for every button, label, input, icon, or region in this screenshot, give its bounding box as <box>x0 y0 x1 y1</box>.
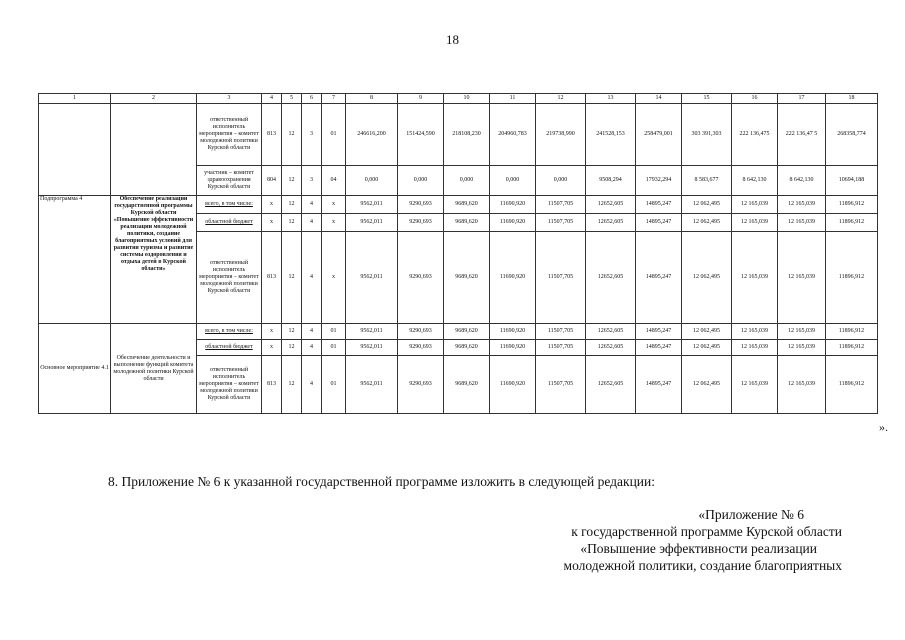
header-cell: 16 <box>732 94 778 104</box>
funding-source-cell: областной бюджет <box>197 214 262 232</box>
header-cell: 3 <box>197 94 262 104</box>
value-cell: 14895,247 <box>636 214 682 232</box>
value-cell: 11690,920 <box>490 232 536 324</box>
page-number: 18 <box>446 32 459 47</box>
value-cell: 9290,693 <box>398 232 444 324</box>
value-cell: 12652,605 <box>586 340 636 356</box>
value-cell: 12652,605 <box>586 356 636 414</box>
value-cell: 222 136,47 5 <box>778 104 826 166</box>
value-cell: 12652,605 <box>586 214 636 232</box>
value-cell: 246616,200 <box>346 104 398 166</box>
budget-table <box>38 93 878 414</box>
value-cell: х <box>322 214 346 232</box>
value-cell: 11690,920 <box>490 324 536 340</box>
value-cell: х <box>262 324 282 340</box>
value-cell: 8 583,677 <box>682 166 732 196</box>
value-cell: 11690,920 <box>490 214 536 232</box>
value-cell: 11896,912 <box>826 356 878 414</box>
header-cell: 10 <box>444 94 490 104</box>
funding-source-cell: всего, в том числе: <box>197 196 262 214</box>
value-cell: 9290,693 <box>398 324 444 340</box>
header-cell: 9 <box>398 94 444 104</box>
value-cell: 0,000 <box>346 166 398 196</box>
value-cell: 9689,620 <box>444 196 490 214</box>
value-cell: 9562,011 <box>346 324 398 340</box>
value-cell: 241528,153 <box>586 104 636 166</box>
value-cell: 9689,620 <box>444 340 490 356</box>
appendix-line-3: «Повышение эффективности реализации <box>580 541 817 556</box>
value-cell: 9562,011 <box>346 356 398 414</box>
value-cell: 303 391,303 <box>682 104 732 166</box>
item-8-paragraph: 8. Приложение № 6 к указанной государственной программе изложить в следующей редакции: <box>108 474 655 489</box>
value-cell: 11690,920 <box>490 340 536 356</box>
value-cell: 11690,920 <box>490 196 536 214</box>
value-cell: 12 165,039 <box>732 214 778 232</box>
header-cell: 5 <box>282 94 302 104</box>
value-cell: 268358,774 <box>826 104 878 166</box>
value-cell: 9689,620 <box>444 356 490 414</box>
value-cell: 12 165,039 <box>732 196 778 214</box>
value-cell: 4 <box>302 356 322 414</box>
value-cell: 11507,705 <box>536 340 586 356</box>
value-cell: 11507,705 <box>536 356 586 414</box>
value-cell: 12 165,039 <box>778 232 826 324</box>
funding-source-cell: ответственный исполнитель мероприятия – комитет молодежной политики Курской области <box>197 356 262 414</box>
header-cell: 12 <box>536 94 586 104</box>
value-cell: 12 <box>282 104 302 166</box>
header-cell: 15 <box>682 94 732 104</box>
value-cell: 14895,247 <box>636 356 682 414</box>
appendix-heading <box>422 506 842 574</box>
value-cell: 0,000 <box>490 166 536 196</box>
value-cell: 12652,605 <box>586 232 636 324</box>
value-cell: 218108,230 <box>444 104 490 166</box>
value-cell: 813 <box>262 104 282 166</box>
appendix-line-2: к государственной программе Курской области <box>571 524 842 539</box>
value-cell: 12 062,495 <box>682 214 732 232</box>
value-cell: х <box>262 340 282 356</box>
value-cell: 12 165,039 <box>778 324 826 340</box>
value-cell: 9562,011 <box>346 232 398 324</box>
value-cell: 04 <box>322 166 346 196</box>
header-cell: 7 <box>322 94 346 104</box>
value-cell: 11507,705 <box>536 214 586 232</box>
value-cell: 12 165,039 <box>778 196 826 214</box>
value-cell: 222 136,475 <box>732 104 778 166</box>
value-cell: 4 <box>302 214 322 232</box>
value-cell: 12 165,039 <box>778 356 826 414</box>
header-cell: 13 <box>586 94 636 104</box>
value-cell: 9508,294 <box>586 166 636 196</box>
value-cell: х <box>262 196 282 214</box>
row-label-cell: Подпрограмма 4 <box>39 196 111 324</box>
appendix-line-4: молодежной политики, создание благоприятных <box>563 558 842 573</box>
value-cell: 12 062,495 <box>682 196 732 214</box>
value-cell: 4 <box>302 340 322 356</box>
header-cell: 8 <box>346 94 398 104</box>
value-cell: 4 <box>302 324 322 340</box>
value-cell: 14895,247 <box>636 232 682 324</box>
header-cell: 17 <box>778 94 826 104</box>
value-cell: 9290,693 <box>398 196 444 214</box>
value-cell: х <box>322 196 346 214</box>
funding-source-cell: ответственный исполнитель мероприятия – комитет молодежной политики Курской области <box>197 232 262 324</box>
value-cell: 10694,188 <box>826 166 878 196</box>
value-cell: 11896,912 <box>826 196 878 214</box>
value-cell: 9290,693 <box>398 356 444 414</box>
value-cell: 9290,693 <box>398 214 444 232</box>
value-cell: х <box>322 232 346 324</box>
value-cell: 12652,605 <box>586 196 636 214</box>
appendix-line-1: «Приложение № 6 <box>698 507 804 522</box>
value-cell: 8 642,130 <box>732 166 778 196</box>
row-label-cell <box>39 104 111 196</box>
value-cell: 01 <box>322 324 346 340</box>
value-cell: 9689,620 <box>444 232 490 324</box>
value-cell: 12 165,039 <box>778 214 826 232</box>
value-cell: 11690,920 <box>490 356 536 414</box>
table-row <box>39 324 878 340</box>
value-cell: 9562,011 <box>346 196 398 214</box>
value-cell: 4 <box>302 232 322 324</box>
value-cell: 14895,247 <box>636 324 682 340</box>
value-cell: 11507,705 <box>536 324 586 340</box>
value-cell: 151424,590 <box>398 104 444 166</box>
row-description-cell: Обеспечение деятельности и выполнение функций комитета молодежной политики Курской области <box>111 324 197 414</box>
value-cell: 9562,011 <box>346 340 398 356</box>
header-cell: 2 <box>111 94 197 104</box>
value-cell: 12 <box>282 232 302 324</box>
table-row <box>39 196 878 214</box>
value-cell: 12 165,039 <box>732 340 778 356</box>
value-cell: 258479,001 <box>636 104 682 166</box>
value-cell: 813 <box>262 356 282 414</box>
value-cell: 14895,247 <box>636 340 682 356</box>
value-cell: 204960,783 <box>490 104 536 166</box>
table-header-row <box>39 94 878 104</box>
value-cell: 11896,912 <box>826 324 878 340</box>
closing-quote: ». <box>879 420 888 434</box>
row-description-cell: Обеспечение реализации государственной программы Курской области «Повышение эффективности реализации молодежной политики, создание благоприятных условий для развития туризма и развитие системы оздоровления и отдыха детей в Курской области» <box>111 196 197 324</box>
value-cell: 01 <box>322 356 346 414</box>
value-cell: 01 <box>322 340 346 356</box>
value-cell: 11507,705 <box>536 196 586 214</box>
value-cell: 12 165,039 <box>732 324 778 340</box>
header-cell: 4 <box>262 94 282 104</box>
value-cell: 01 <box>322 104 346 166</box>
funding-source-cell: всего, в том числе: <box>197 324 262 340</box>
value-cell: 12 <box>282 196 302 214</box>
value-cell: 12 062,495 <box>682 356 732 414</box>
value-cell: 12 <box>282 340 302 356</box>
row-description-cell <box>111 104 197 196</box>
value-cell: 11507,705 <box>536 232 586 324</box>
value-cell: 4 <box>302 196 322 214</box>
row-label-cell: Основное мероприятие 4.1 <box>39 324 111 414</box>
header-cell: 1 <box>39 94 111 104</box>
value-cell: х <box>262 214 282 232</box>
header-cell: 14 <box>636 94 682 104</box>
value-cell: 12 165,039 <box>778 340 826 356</box>
funding-source-cell: областной бюджет <box>197 340 262 356</box>
value-cell: 11896,912 <box>826 214 878 232</box>
value-cell: 17932,294 <box>636 166 682 196</box>
header-cell: 18 <box>826 94 878 104</box>
value-cell: 9290,693 <box>398 340 444 356</box>
value-cell: 12 <box>282 356 302 414</box>
value-cell: 804 <box>262 166 282 196</box>
value-cell: 12 165,039 <box>732 356 778 414</box>
value-cell: 12 062,495 <box>682 324 732 340</box>
value-cell: 14895,247 <box>636 196 682 214</box>
value-cell: 9562,011 <box>346 214 398 232</box>
funding-source-cell: ответственный исполнитель мероприятия – комитет молодежной политики Курской области <box>197 104 262 166</box>
value-cell: 8 642,130 <box>778 166 826 196</box>
header-cell: 6 <box>302 94 322 104</box>
value-cell: 219738,990 <box>536 104 586 166</box>
funding-source-cell: участник – комитет здравоохранения Курской области <box>197 166 262 196</box>
value-cell: 0,000 <box>398 166 444 196</box>
value-cell: 11896,912 <box>826 340 878 356</box>
value-cell: 12 062,495 <box>682 232 732 324</box>
value-cell: 12 062,495 <box>682 340 732 356</box>
value-cell: 12 165,039 <box>732 232 778 324</box>
value-cell: 12652,605 <box>586 324 636 340</box>
table-row <box>39 104 878 166</box>
value-cell: 9689,620 <box>444 324 490 340</box>
value-cell: 12 <box>282 214 302 232</box>
value-cell: 9689,620 <box>444 214 490 232</box>
value-cell: 3 <box>302 104 322 166</box>
value-cell: 3 <box>302 166 322 196</box>
header-cell: 11 <box>490 94 536 104</box>
value-cell: 813 <box>262 232 282 324</box>
value-cell: 0,000 <box>444 166 490 196</box>
value-cell: 12 <box>282 324 302 340</box>
value-cell: 0,000 <box>536 166 586 196</box>
value-cell: 11896,912 <box>826 232 878 324</box>
value-cell: 12 <box>282 166 302 196</box>
